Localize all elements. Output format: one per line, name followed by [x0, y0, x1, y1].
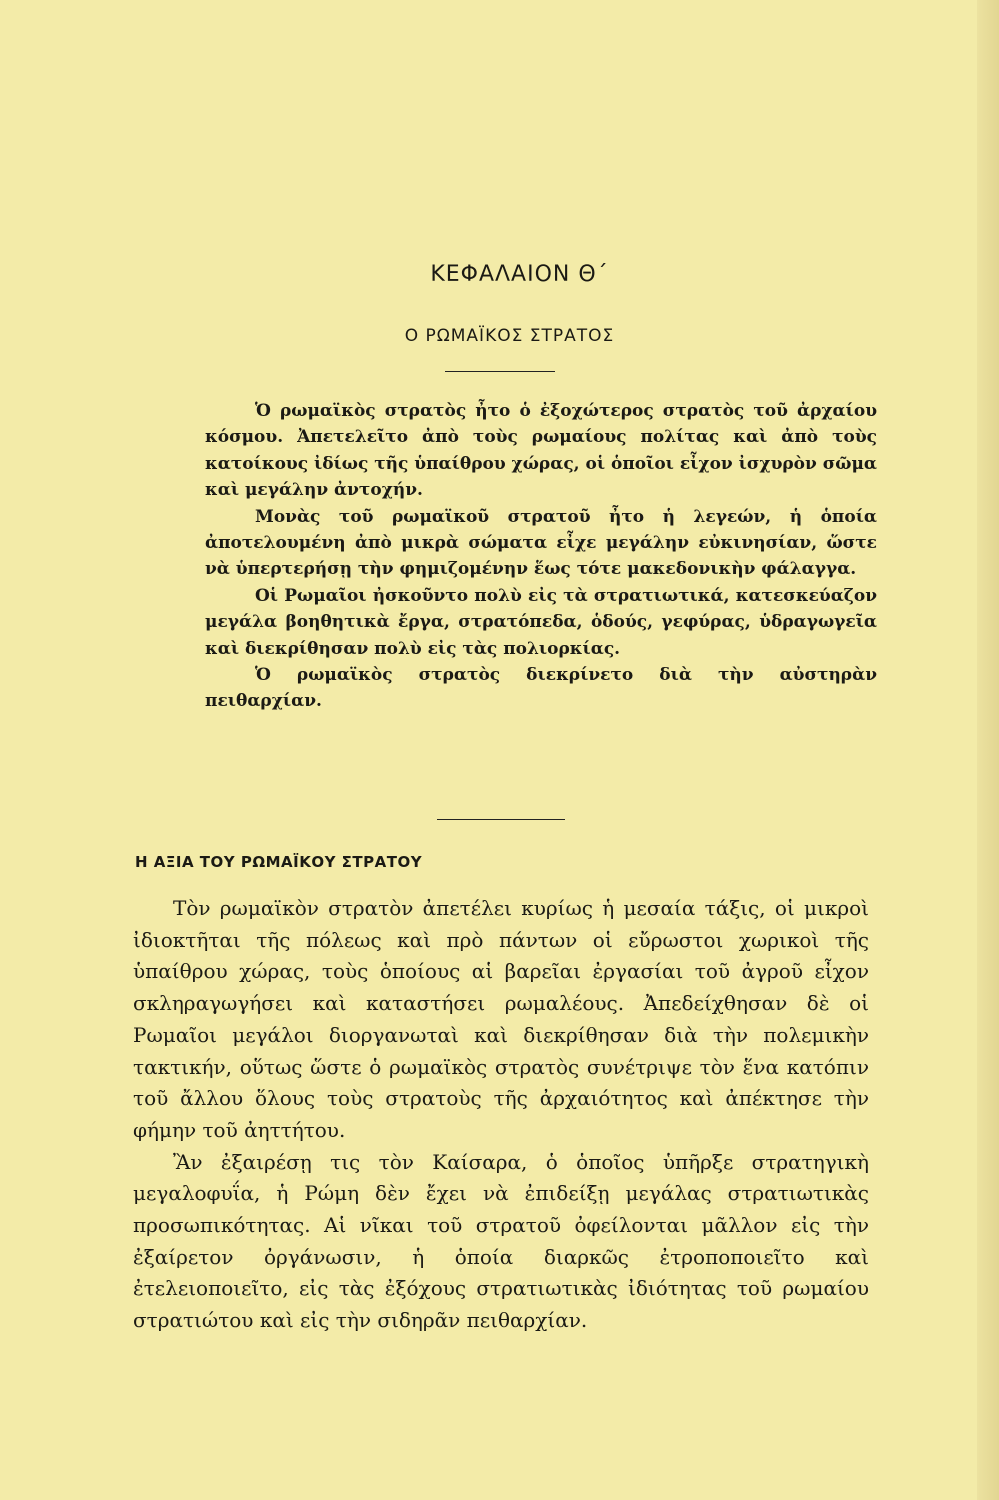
chapter-title: ΚΕΦΑΛΑΙΟΝ Θ΄	[430, 262, 609, 287]
summary-paragraph: Ὁ ρωμαϊκὸς στρατὸς διεκρίνετο διὰ τὴν αὐστηρὰν πειθαρχίαν.	[205, 665, 877, 712]
page-edge	[977, 0, 999, 1500]
body-paragraph: Τὸν ρωμαϊκὸν στρατὸν ἀπετέλει κυρίως ἡ μεσαία τάξις, οἱ μικροὶ ἰδιοκτῆται τῆς πόλεως καὶ πρὸ πάντων οἱ εὔρωστοι χωρικοὶ τῆς ὑπαίθρου χώρας, τοὺς ὁποίους αἱ βαρεῖαι ἐργασίαι τοῦ ἀγροῦ εἶχον σκληραγωγήσει καὶ καταστήσει ρωμαλέους. Ἀπεδείχθησαν δὲ οἱ Ρωμαῖοι μεγάλοι διοργανωταὶ καὶ διεκρίθησαν διὰ τὴν πολεμικὴν τακτικήν, οὕτως ὥστε ὁ ρωμαϊκὸς στρατὸς συνέτριψε τὸν ἕνα κατόπιν τοῦ ἄλλου ὅλους τοὺς στρατοὺς τῆς ἀρχαιότητος καὶ ἀπέκτησε τὴν φήμην τοῦ ἀηττήτου.	[133, 896, 869, 1142]
summary-paragraph: Μονὰς τοῦ ρωμαϊκοῦ στρατοῦ ἦτο ἡ λεγεών, ἡ ὁποία ἀποτελουμένη ἀπὸ μικρὰ σώματα εἶχε μεγάλην εὐκινησίαν, ὥστε νὰ ὑπερτερήσῃ τὴν φημιζομένην ἕως τότε μακεδονικὴν φάλαγγα.	[205, 506, 877, 580]
chapter-subtitle: Ο ΡΩΜΑΪΚΟΣ ΣΤΡΑΤΟΣ	[404, 326, 615, 346]
divider-bottom	[437, 819, 565, 820]
summary-paragraph: Ὁ ρωμαϊκὸς στρατὸς ἦτο ὁ ἐξοχώτερος στρατὸς τοῦ ἀρχαίου κόσμου. Ἀπετελεῖτο ἀπὸ τοὺς ρωμαίους πολίτας καὶ ἀπὸ τοὺς κατοίκους ἰδίως τῆς ὑπαίθρου χώρας, οἱ ὁποῖοι εἶχον ἰσχυρὸν σῶμα καὶ μεγάλην ἀντοχήν.	[205, 401, 877, 501]
section-heading: Η ΑΞΙΑ ΤΟΥ ΡΩΜΑΪΚΟΥ ΣΤΡΑΤΟΥ	[135, 853, 423, 871]
body-paragraph: Ἂν ἐξαιρέσῃ τις τὸν Καίσαρα, ὁ ὁποῖος ὑπῆρξε στρατηγικὴ μεγαλοφυΐα, ἡ Ρώμη δὲν ἔχει νὰ ἐπιδείξῃ μεγάλας στρατιωτικὰς προσωπικότητας. Αἱ νῖκαι τοῦ στρατοῦ ὀφείλονται μᾶλλον εἰς τὴν ἐξαίρετον ὀργάνωσιν, ἡ ὁποία διαρκῶς ἐτροποποιεῖτο καὶ ἐτελειοποιεῖτο, εἰς τὰς ἐξόχους στρατιωτικὰς ἰδιότητας τοῦ ρωμαίου στρατιώτου καὶ εἰς τὴν σιδηρᾶν πειθαρχίαν.	[133, 1149, 869, 1333]
divider-top	[445, 371, 555, 372]
summary-paragraph: Οἱ Ρωμαῖοι ἠσκοῦντο πολὺ εἰς τὰ στρατιωτικά, κατεσκεύαζον μεγάλα βοηθητικὰ ἔργα, στρατόπεδα, ὁδούς, γεφύρας, ὑδραγωγεῖα καὶ διεκρίθησαν πολὺ εἰς τὰς πολιορκίας.	[205, 585, 877, 659]
section-body	[133, 893, 869, 1337]
chapter-summary	[205, 398, 877, 715]
